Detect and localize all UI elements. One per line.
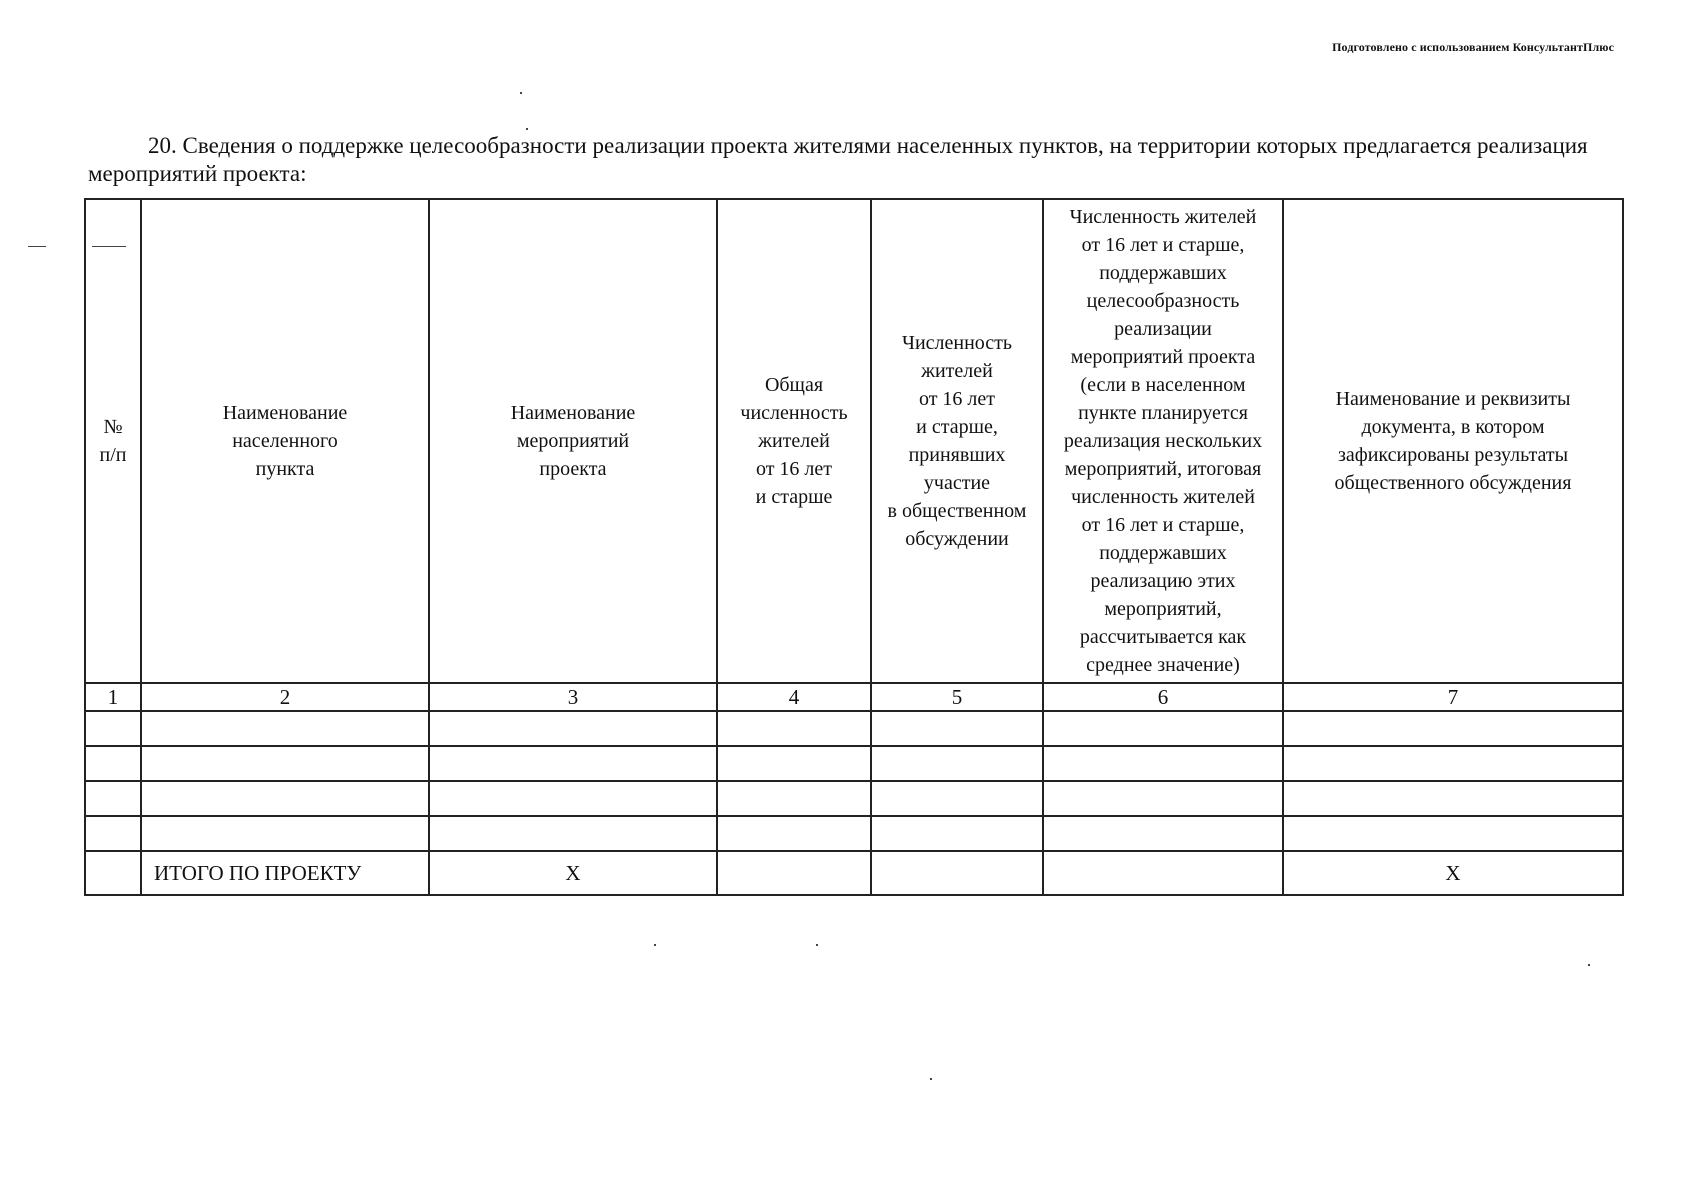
table-cell [717, 711, 871, 746]
total-label: ИТОГО ПО ПРОЕКТУ [141, 851, 429, 895]
column-number-row [85, 683, 1623, 711]
table-cell [717, 781, 871, 816]
table-row [85, 816, 1623, 851]
column-number: 5 [871, 683, 1043, 711]
table-cell [717, 746, 871, 781]
column-number: 6 [1043, 683, 1283, 711]
table-cell [85, 781, 141, 816]
support-table [84, 198, 1624, 896]
column-header: Наименование мероприятий проекта [429, 199, 717, 683]
total-cell [1043, 851, 1283, 895]
column-header: Численность жителей от 16 лет и старше, принявших участие в общественном обсуждении [871, 199, 1043, 683]
header-note: Подготовлено с использованием КонсультантПлюс [1332, 40, 1614, 54]
column-number: 4 [717, 683, 871, 711]
table-row [85, 711, 1623, 746]
table-cell [141, 746, 429, 781]
section-number: 20. [148, 133, 177, 158]
column-number: 1 [85, 683, 141, 711]
table-cell [429, 781, 717, 816]
table-cell [1283, 711, 1623, 746]
table-cell [1043, 746, 1283, 781]
table-cell [85, 711, 141, 746]
table-cell [141, 711, 429, 746]
section-intro [88, 132, 1618, 188]
column-header: Наименование и реквизиты документа, в котором зафиксированы результаты общественного обсуждения [1283, 199, 1623, 683]
table-cell [1283, 746, 1623, 781]
column-header: Наименование населенного пункта [141, 199, 429, 683]
table-cell [1283, 781, 1623, 816]
table-cell [871, 746, 1043, 781]
total-cell [717, 851, 871, 895]
table-row [85, 746, 1623, 781]
header-row [85, 199, 1623, 683]
table-cell [717, 816, 871, 851]
table-row [85, 781, 1623, 816]
table-cell [871, 711, 1043, 746]
table-cell [85, 746, 141, 781]
section-text: Сведения о поддержке целесообразности реализации проекта жителями населенных пунктов, на территории которых предлагается реализация мероприятий проекта: [88, 133, 1588, 186]
column-header: Численность жителей от 16 лет и старше, поддержавших целесообразность реализации мероприятий проекта (если в населенном пункте планируется реализация нескольких мероприятий, итоговая численность жителей от 16 лет и старше, поддержавших реализацию этих мероприятий, рассчитывается как среднее значение) [1043, 199, 1283, 683]
total-row [85, 851, 1623, 895]
table-cell [871, 816, 1043, 851]
table-cell [141, 781, 429, 816]
column-header: № п/п [85, 199, 141, 683]
table-cell [1283, 816, 1623, 851]
total-cell [85, 851, 141, 895]
table-cell [429, 746, 717, 781]
column-header: Общая численность жителей от 16 лет и старше [717, 199, 871, 683]
column-number: 3 [429, 683, 717, 711]
total-cell: Х [429, 851, 717, 895]
column-number: 7 [1283, 683, 1623, 711]
total-cell [871, 851, 1043, 895]
table-cell [85, 816, 141, 851]
table-cell [1043, 781, 1283, 816]
column-number: 2 [141, 683, 429, 711]
table-cell [429, 816, 717, 851]
table-cell [141, 816, 429, 851]
table-cell [1043, 711, 1283, 746]
total-cell: Х [1283, 851, 1623, 895]
table-cell [871, 781, 1043, 816]
table-cell [429, 711, 717, 746]
table-body [85, 199, 1623, 895]
table-cell [1043, 816, 1283, 851]
